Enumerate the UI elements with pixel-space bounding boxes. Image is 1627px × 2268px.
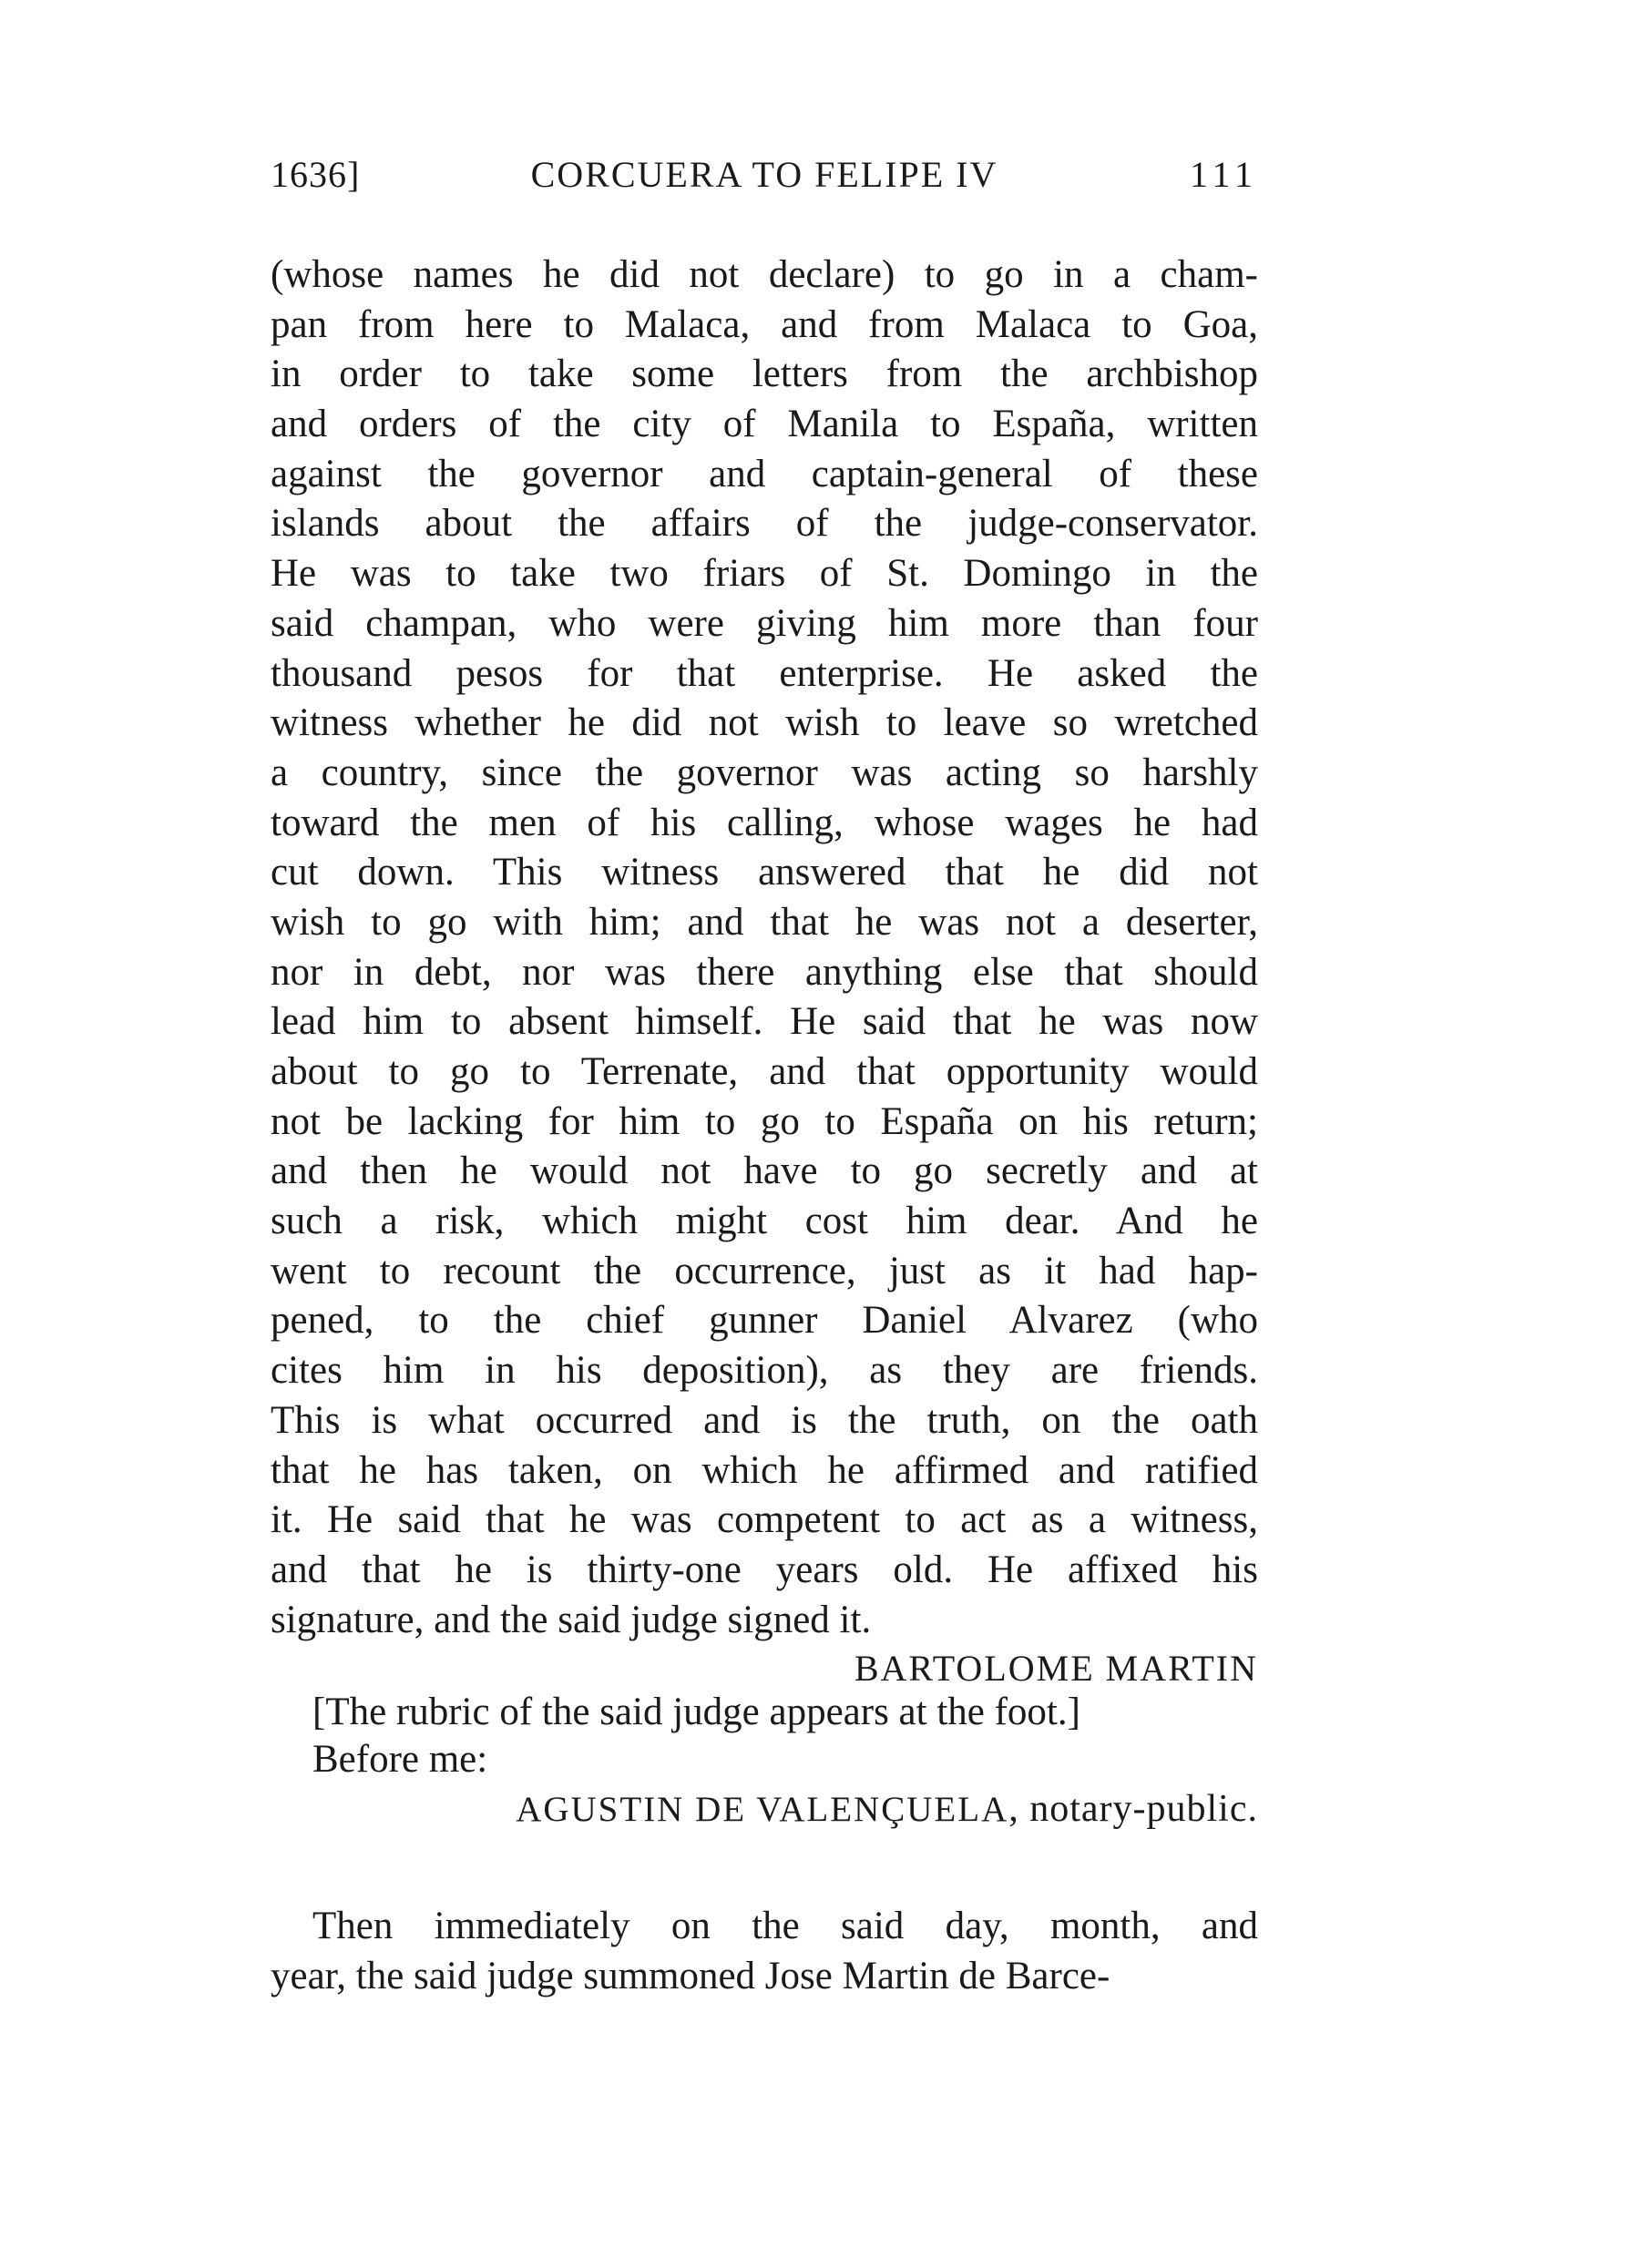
notary-name: AGUSTIN DE VALENÇUELA bbox=[516, 1790, 1009, 1829]
text-line: year, the said judge summoned Jose Martin de Barce- bbox=[271, 1954, 1110, 1997]
header-date: 1636] bbox=[271, 154, 361, 195]
signature-bartolome-martin: BARTOLOME MARTIN bbox=[854, 1648, 1258, 1689]
text-line: cut down. This witness answered that he did not bbox=[271, 851, 1258, 894]
page-number: 111 bbox=[1189, 154, 1258, 195]
text-line: thousand pesos for that enterprise. He asked the bbox=[271, 651, 1258, 695]
text-line: in order to take some letters from the archbishop bbox=[271, 352, 1258, 396]
running-head bbox=[271, 153, 1258, 208]
text-line: nor in debt, nor was there anything else that should bbox=[271, 950, 1258, 994]
text-line: and then he would not have to go secretly and at bbox=[271, 1149, 1258, 1193]
text-line: lead him to absent himself. He said that he was now bbox=[271, 1000, 1258, 1044]
rubric-note: [The rubric of the said judge appears at the foot.] bbox=[312, 1691, 1080, 1733]
text-line: islands about the affairs of the judge-conservator. bbox=[271, 502, 1258, 546]
text-line: a country, since the governor was acting so harshly bbox=[271, 751, 1258, 794]
text-line: said champan, who were giving him more than four bbox=[271, 601, 1258, 645]
text-line: went to recount the occurrence, just as it had hap- bbox=[271, 1249, 1258, 1292]
text-line: Then immediately on the said day, month, and bbox=[312, 1905, 1258, 1947]
text-line: signature, and the said judge signed it. bbox=[271, 1598, 872, 1641]
text-line: pened, to the chief gunner Daniel Alvarez (who bbox=[271, 1299, 1258, 1343]
text-line: that he has taken, on which he affirmed and ratified bbox=[271, 1448, 1258, 1492]
paragraph-testimony bbox=[271, 250, 1258, 1645]
text-line: wish to go with him; and that he was not a deserter, bbox=[271, 900, 1258, 944]
text-line: against the governor and captain-general of these bbox=[271, 452, 1258, 495]
text-line: toward the men of his calling, whose wages he had bbox=[271, 801, 1258, 844]
text-line: pan from here to Malaca, and from Malaca to Goa, bbox=[271, 302, 1258, 346]
notary-signature bbox=[516, 1787, 1258, 1831]
text-line: not be lacking for him to go to España on his return; bbox=[271, 1099, 1258, 1143]
text-line: and orders of the city of Manila to España, written bbox=[271, 403, 1258, 446]
text-line: about to go to Terrenate, and that opportunity would bbox=[271, 1050, 1258, 1093]
text-line: (whose names he did not declare) to go in a cham- bbox=[271, 253, 1258, 296]
text-line: such a risk, which might cost him dear. And he bbox=[271, 1200, 1258, 1243]
text-line: He was to take two friars of St. Domingo in the bbox=[271, 552, 1258, 596]
header-title: CORCUERA TO FELIPE IV bbox=[530, 154, 998, 195]
paragraph-summons bbox=[271, 1902, 1258, 2001]
text-line: witness whether he did not wish to leave so wretched bbox=[271, 701, 1258, 745]
before-me-label: Before me: bbox=[312, 1738, 488, 1781]
text-line: cites him in his deposition), as they are friends. bbox=[271, 1349, 1258, 1393]
text-line: and that he is thirty-one years old. He affixed his bbox=[271, 1548, 1258, 1591]
text-line: it. He said that he was competent to act as a witness, bbox=[271, 1498, 1258, 1542]
text-line: This is what occurred and is the truth, on the oath bbox=[271, 1398, 1258, 1442]
notary-title: , notary-public. bbox=[1008, 1788, 1258, 1830]
